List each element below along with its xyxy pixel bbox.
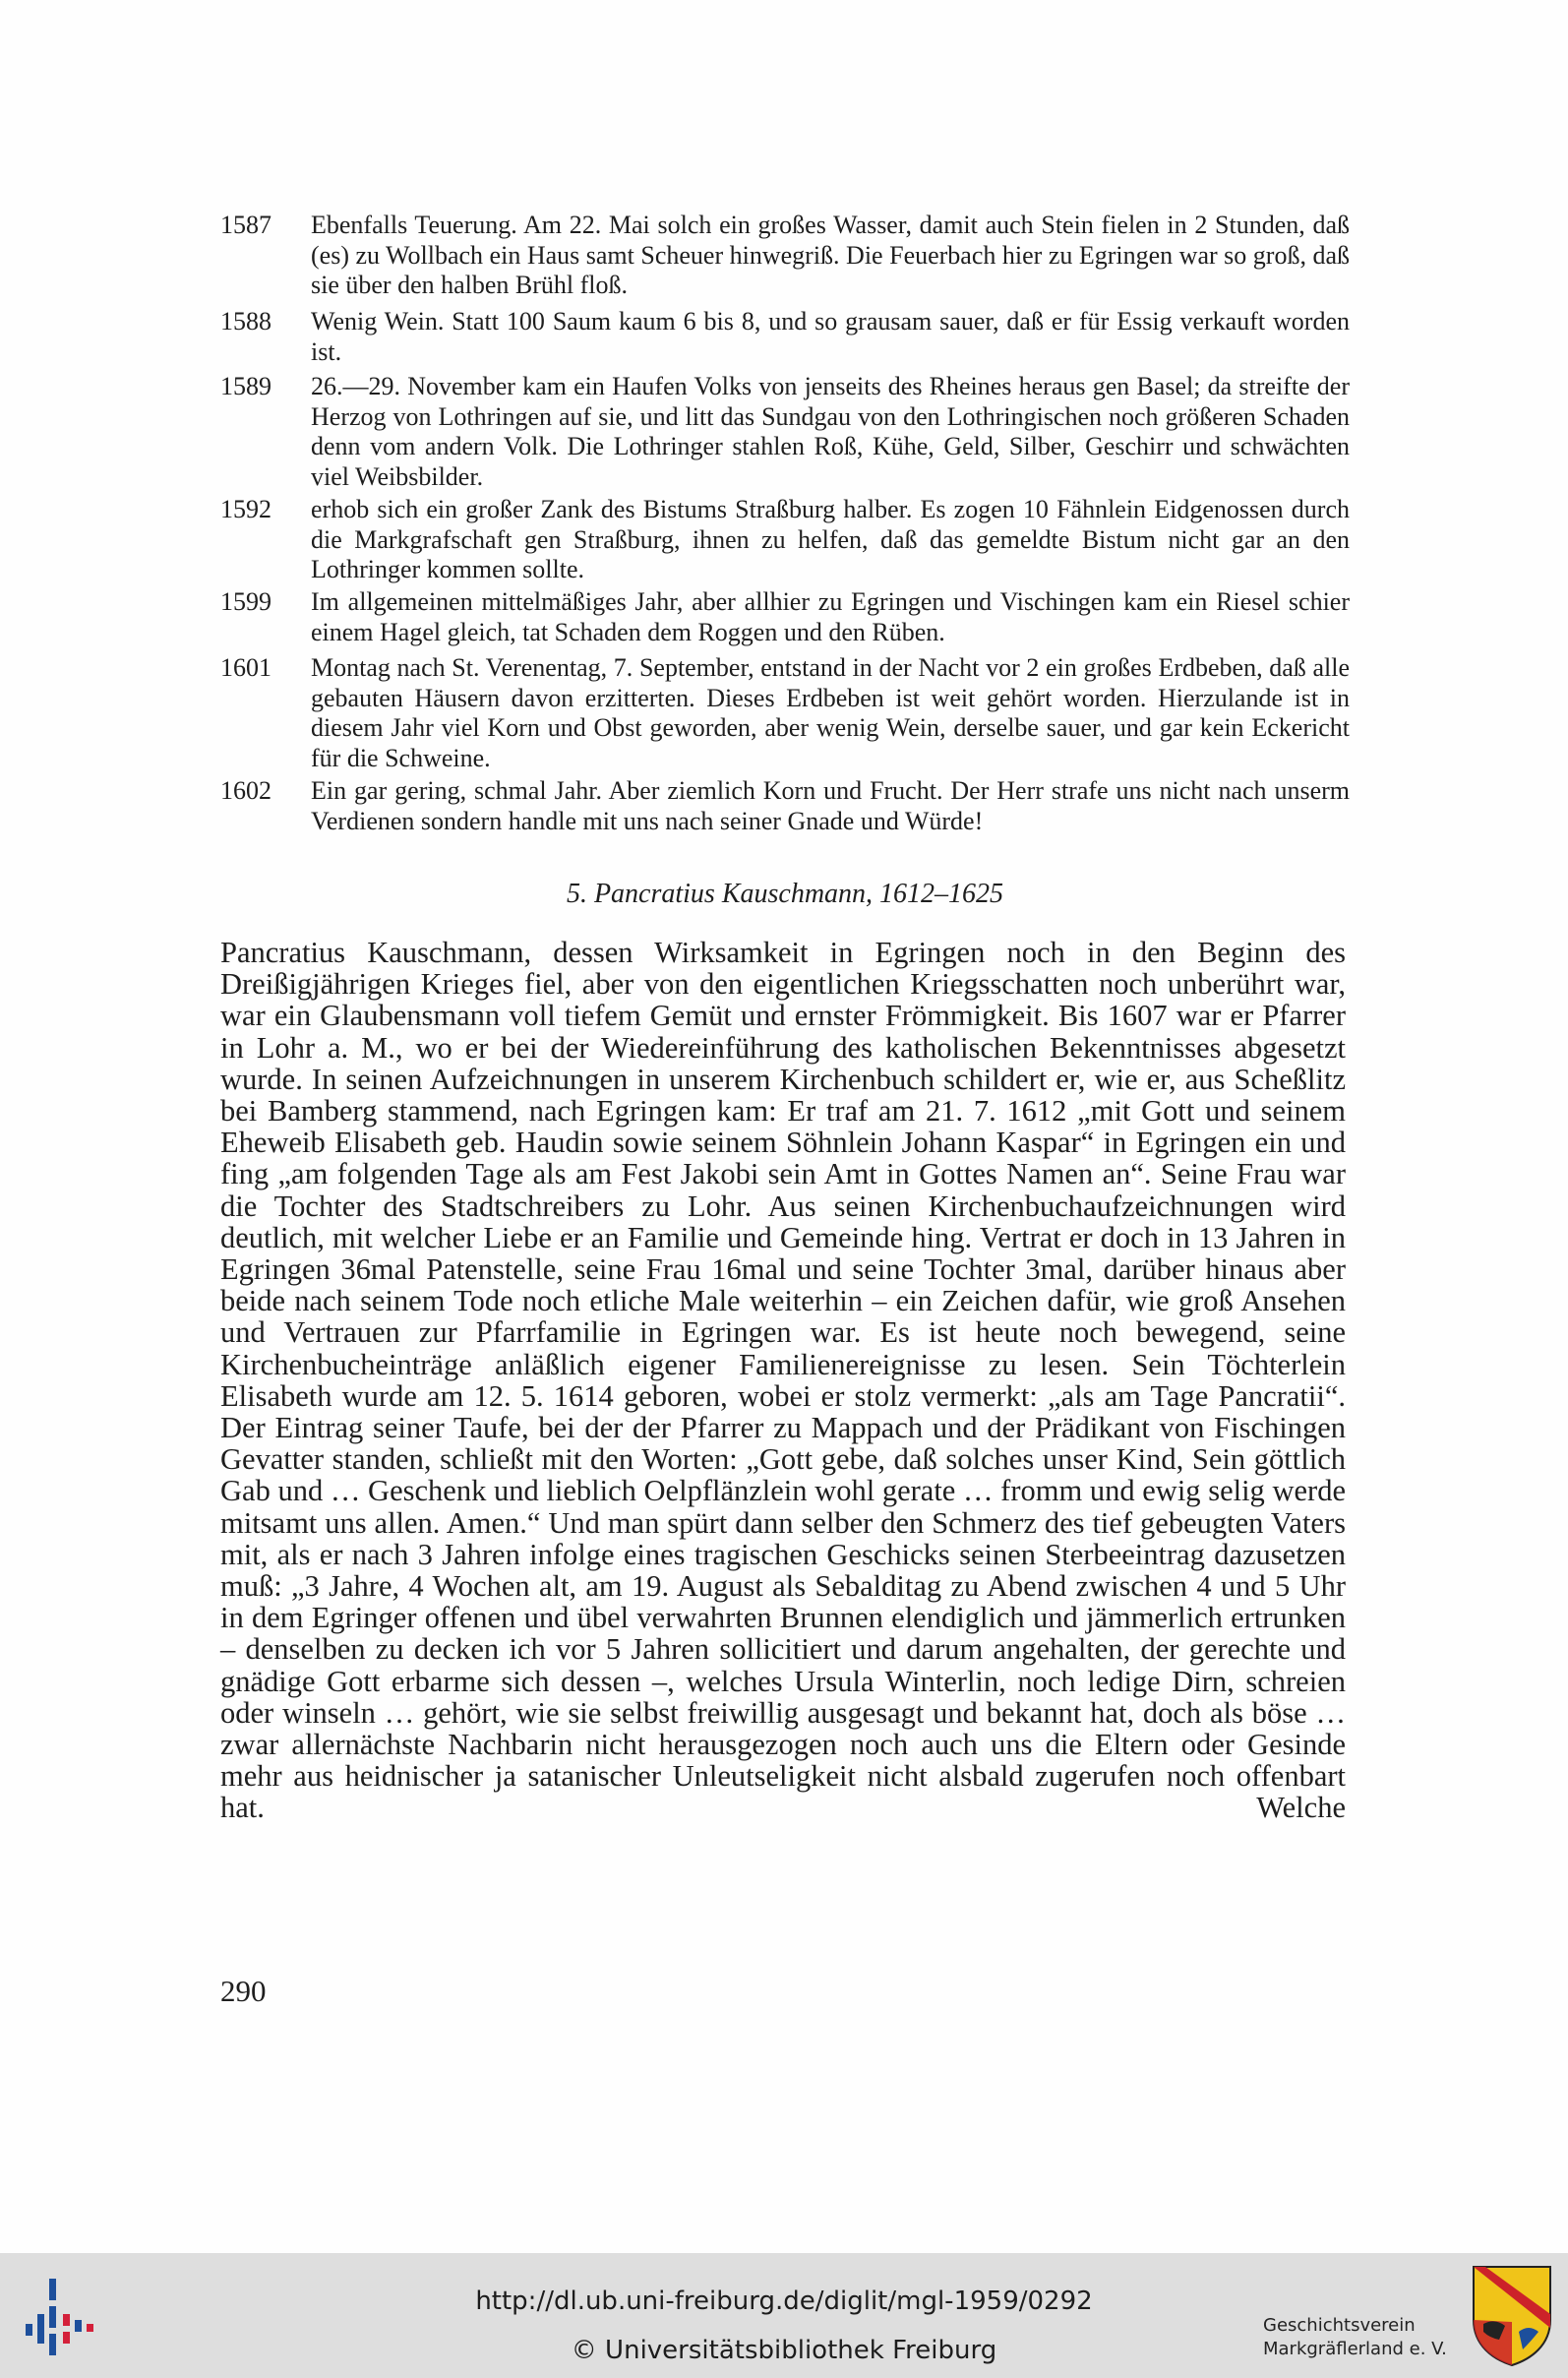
entry-year: 1601: [220, 653, 271, 682]
chronicle-entry: [220, 653, 1350, 773]
chronicle-entry: [220, 587, 1350, 647]
entry-year: 1602: [220, 776, 271, 805]
chronicle-entry: [220, 776, 1350, 836]
entry-year: 1588: [220, 307, 271, 335]
document-url-link[interactable]: http://dl.ub.uni-freiburg.de/diglit/mgl-1959/0292: [475, 2287, 1093, 2316]
entry-text: Ebenfalls Teuerung. Am 22. Mai solch ein großes Wasser, damit auch Stein fielen in 2 Stunden, daß (es) zu Wollbach ein Haus samt Scheuer hinwegriß. Die Feuerbach hier zu Egringen war so groß, daß sie über den halben Brühl floß.: [311, 211, 1350, 299]
body-paragraph: Pancratius Kauschmann, dessen Wirksamkeit in Egringen noch in den Beginn des Dreißigjährigen Krieges fiel, aber von den eigentlichen Kriegsschatten noch unberührt war, war ein Glaubensmann voll tiefem Gemüt und ernster Frömmigkeit. Bis 1607 war er Pfarrer in Lohr a. M., wo er bei der Wiedereinführung des katholischen Bekenntnisses abgesetzt wurde. In seinen Aufzeichnungen in unserem Kirchenbuch schildert er, wie er, aus Scheßlitz bei Bamberg stammend, nach Egringen kam: Er traf am 21. 7. 1612 „mit Gott und seinem Eheweib Elisabeth geb. Haudin sowie seinem Söhnlein Johann Kaspar“ in Egringen ein und fing „am folgenden Tage als am Fest Jakobi sein Amt in Gottes Namen an“. Seine Frau war die Tochter des Stadtschreibers zu Lohr. Aus seinen Kirchenbuchaufzeichnungen wird deutlich, mit welcher Liebe er an Familie und Gemeinde hing. Vertrat er doch in 13 Jahren in Egringen 36mal Patenstelle, seine Frau 16mal und seine Tochter 3mal, darüber hinaus aber beide nach seinem Tode noch etliche Male weiterhin – ein Zeichen dafür, wie groß Ansehen und Vertrauen zur Pfarrfamilie in Egringen war. Es ist heute noch bewegend, seine Kirchenbucheinträge anläßlich eigener Familienereignisse zu lesen. Sein Töchterlein Elisabeth wurde am 12. 5. 1614 geboren, wobei er stolz vermerkt: „als am Tage Pancratii“. Der Eintrag seiner Taufe, bei der der Pfarrer zu Mappach und der Prädikant von Fischingen Gevatter standen, schließt mit den Worten: „Gott gebe, daß solches unser Kind, Sein göttlich Gab und … Geschenk und lieblich Oelpflänzlein wohl gerate … fromm und ewig selig werde mitsamt uns allen. Amen.“ Und man spürt dann selber den Schmerz des tief gebeugten Vaters mit, als er nach 3 Jahren infolge eines tragischen Geschicks seinen Sterbeeintrag dazusetzen muß: „3 Jahre, 4 Wochen alt, am 19. August als Sebalditag zu Abend zwischen 4 und 5 Uhr in dem Egringer offenen und übel verwahrten Brunnen elendiglich und jämmerlich ertrunken – denselben zu decken ich vor 5 Jahren sollicitiert und darum angehalten, der gerechte und gnädige Gott erbarme sich dessen –, welches Ursula Winterlin, noch ledige Dirn, schreien oder winseln … gehört, wie sie selbst freiwillig ausgesagt und bekannt hat, doch als böse … zwar allernächste Nachbarin nicht herausgezogen noch auch uns die Eltern oder Gesinde mehr aus heidnischer ja satanischer Unleutseligkeit nicht alsbald zugerufen noch offenbart hat. Welche: [220, 936, 1346, 1825]
chronicle-entry: [220, 211, 1350, 301]
chronicle-entry: [220, 307, 1350, 367]
copyright-notice: © Universitätsbibliothek Freiburg: [571, 2336, 997, 2365]
entry-year: 1592: [220, 495, 271, 523]
coat-of-arms-icon: [1470, 2263, 1554, 2367]
chronicle-entry: [220, 495, 1350, 585]
entry-year: 1589: [220, 372, 271, 400]
entry-text: Montag nach St. Verenentag, 7. September, entstand in der Nacht vor 2 ein großes Erdbeben, daß alle gebauten Häusern davon erzitterten. Dieses Erdbeben ist weit gehört worden. Hierzulande ist in diesem Jahr viel Korn und Obst geworden, aber wenig Wein, derselbe sauer, und gar kein Eckericht für die Schweine.: [311, 653, 1350, 772]
entry-year: 1587: [220, 211, 271, 239]
section-heading: 5. Pancratius Kauschmann, 1612–1625: [566, 879, 1004, 909]
page-number: 290: [220, 1974, 267, 2008]
entry-text: 26.—29. November kam ein Haufen Volks von jenseits des Rheines heraus gen Basel; da streifte der Herzog von Lothringen auf sie, und litt das Sundgau von den Lothringischen noch größeren Schaden denn vom andern Volk. Die Lothringer stahlen Roß, Kühe, Geld, Silber, Geschirr und schwächten viel Weibsbilder.: [311, 372, 1350, 491]
entry-text: Ein gar gering, schmal Jahr. Aber ziemlich Korn und Frucht. Der Herr strafe uns nicht nach unserm Verdienen sondern handle mit uns nach seiner Gnade und Würde!: [311, 776, 1350, 835]
entry-text: erhob sich ein großer Zank des Bistums Straßburg halber. Es zogen 10 Fähnlein Eidgenossen durch die Markgrafschaft gen Straßburg, ihnen zu helfen, daß das gemeldte Bistum nicht gar an den Lothringer kommen sollte.: [311, 495, 1350, 583]
entry-year: 1599: [220, 587, 271, 616]
entry-text: Wenig Wein. Statt 100 Saum kaum 6 bis 8, und so grausam sauer, daß er für Essig verkauft worden ist.: [311, 307, 1350, 366]
entry-text: Im allgemeinen mittelmäßiges Jahr, aber allhier zu Egringen und Vischingen kam ein Riesel schier einem Hagel gleich, tat Schaden dem Roggen und den Rüben.: [311, 587, 1350, 646]
viewer-footer: [0, 2253, 1568, 2378]
society-line-1: Geschichtsverein: [1263, 2315, 1416, 2336]
society-name: [1263, 2314, 1447, 2361]
society-line-2: Markgräflerland e. V.: [1263, 2339, 1447, 2359]
chronicle-entry: [220, 372, 1350, 492]
